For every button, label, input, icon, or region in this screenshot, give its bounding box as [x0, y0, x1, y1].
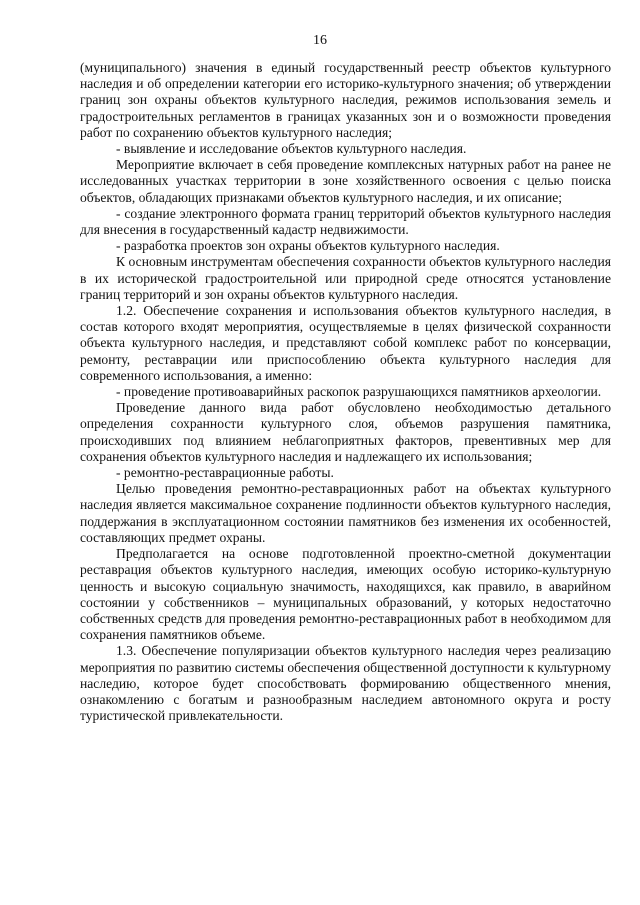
document-body [80, 60, 611, 724]
page-number: 16 [313, 33, 327, 48]
paragraph-4: - создание электронного формата границ территорий объектов культурного наследия для внесения в государственный кадастр недвижимости. [80, 205, 611, 238]
paragraph-6: К основным инструментам обеспечения сохранности объектов культурного наследия в их исторической градостроительной или природной среде относятся установление границ территорий и зон охраны объектов культурного наследия. [80, 254, 611, 302]
paragraph-5: - разработка проектов зон охраны объектов культурного наследия. [116, 238, 500, 254]
paragraph-11: Целью проведения ремонтно-реставрационных работ на объектах культурного наследия является максимальное сохранение подлинности объектов культурного наследия, поддержания в эксплуатационном состоянии памятников без изменения их особенностей, составляющих предмет охраны. [80, 481, 611, 545]
paragraph-12: Предполагается на основе подготовленной проектно-сметной документации реставрация объектов культурного наследия, имеющих особую историко-культурную ценность и высокую социальную значимость, находящихся, как правило, в аварийном состоянии у собственников – муниципальных образований, у которых недостаточно собственных средств для проведения ремонтно-реставрационных работ в необходимом для сохранения памятников объеме. [80, 546, 611, 643]
paragraph-9: Проведение данного вида работ обусловлено необходимостью детального определения сохранности культурного слоя, объемов разрушения памятника, происходивших под влиянием неблагоприятных факторов, превентивных мер для сохранения объектов культурного наследия и надлежащего их использования; [80, 400, 611, 464]
paragraph-2: - выявление и исследование объектов культурного наследия. [116, 141, 467, 157]
paragraph-8: - проведение противоаварийных раскопок разрушающихся памятников археологии. [116, 384, 602, 400]
paragraph-1: (муниципального) значения в единый государственный реестр объектов культурного наследия и об определении категории его историко-культурного значения; об утверждении границ зон охраны объектов культурного наследия, режимов использования земель и градостроительных регламентов в границах указанных зон и о возможности проведения работ по сохранению объектов культурного наследия; [80, 60, 611, 140]
paragraph-3: Мероприятие включает в себя проведение комплексных натурных работ на ранее не исследованных участках территории в зоне хозяйственного освоения с целью поиска объектов, обладающих признаками объектов культурного наследия, и их описание; [80, 157, 611, 205]
paragraph-13: 1.3. Обеспечение популяризации объектов культурного наследия через реализацию мероприятия по развитию системы обеспечения общественной доступности к культурному наследию, которое будет способствовать формированию общественного мнения, ознакомлению с богатым и разнообразным наследием автономного округа и росту туристической привлекательности. [80, 643, 611, 724]
paragraph-10: - ремонтно-реставрационные работы. [116, 465, 334, 481]
paragraph-7: 1.2. Обеспечение сохранения и использования объектов культурного наследия, в состав которого входят мероприятия, осуществляемые в целях физической сохранности объекта культурного наследия, и представляют собой комплекс работ по консервации, ремонту, реставрации или приспособлению объекта культурного наследия для современного использования, а именно: [80, 303, 611, 383]
